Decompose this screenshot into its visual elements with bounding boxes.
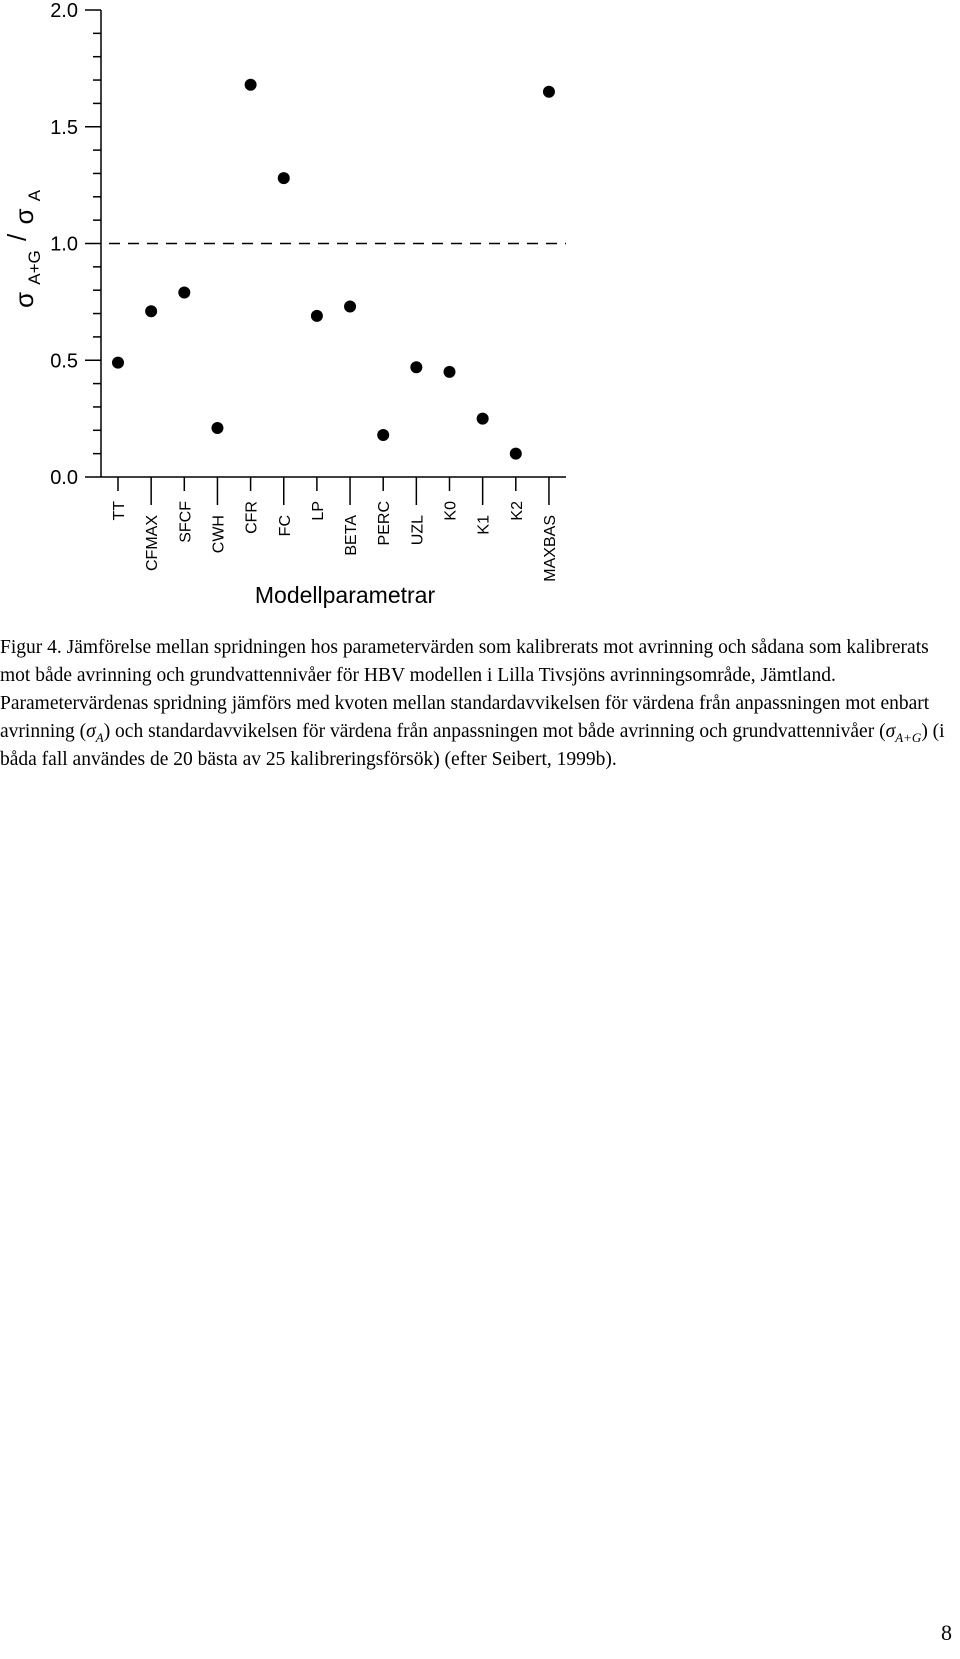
data-points (112, 79, 555, 460)
x-tick-label: TT (111, 501, 128, 521)
x-tick-label: CFR (243, 501, 261, 534)
x-axis-title: Modellparametrar (254, 582, 436, 608)
y-axis-title-sigma-denominator: σ (9, 208, 39, 225)
data-point (278, 172, 290, 184)
data-point (410, 361, 422, 373)
caption-subscript-ag: A+G (895, 729, 922, 745)
chart (0, 0, 960, 620)
caption-sigma-ag (885, 721, 922, 745)
x-tick-label: UZL (409, 515, 427, 546)
data-point (145, 305, 157, 317)
x-tick-label: K1 (475, 515, 493, 535)
data-point (477, 413, 489, 425)
caption-sigma-symbol: σ (86, 721, 96, 742)
x-tick-label: LP (309, 501, 327, 521)
x-tick-label: SFCF (177, 501, 195, 543)
y-axis-title-subscript-denominator: A (25, 189, 44, 202)
data-point (112, 357, 124, 369)
y-tick-label: 0.0 (50, 467, 78, 489)
x-tick-label: PERC (376, 501, 394, 546)
data-point (178, 287, 190, 299)
y-tick-label: 0.5 (50, 350, 78, 373)
y-tick-label: 2.0 (50, 0, 78, 22)
x-tick-label: BETA (343, 515, 361, 556)
data-point (543, 86, 555, 98)
y-axis-title-slash: / (2, 233, 32, 241)
data-point (211, 422, 223, 434)
y-axis-title (2, 189, 46, 308)
y-axis (85, 10, 101, 477)
data-point (510, 448, 522, 460)
caption-sigma-symbol-2: σ (885, 721, 896, 742)
x-tick-label: K2 (508, 501, 526, 521)
data-point (377, 429, 389, 441)
y-tick-labels (50, 0, 78, 489)
x-tick-label: MAXBAS (541, 515, 559, 582)
data-point (344, 301, 356, 313)
x-tick-label: FC (276, 515, 294, 537)
data-point (311, 310, 323, 322)
data-point (444, 366, 456, 378)
y-axis-title-sigma: σ (9, 291, 39, 308)
y-tick-label: 1.5 (50, 116, 78, 139)
caption-subscript-a: A (95, 729, 104, 745)
figure-label: Figur 4. (0, 637, 62, 658)
x-tick-label: CWH (210, 515, 228, 554)
x-tick-labels (111, 501, 559, 582)
figure-caption (0, 634, 960, 774)
caption-sigma-a (86, 721, 104, 745)
x-tick-label: K0 (442, 501, 460, 521)
page-number: 8 (941, 1620, 952, 1645)
y-axis-title-subscript: A+G (25, 250, 44, 285)
x-axis (101, 477, 566, 505)
data-point (245, 79, 257, 91)
caption-text-part-3: ) (i båda fall användes de 20 bästa av 25 kalibreringsförsök) (efter Seibert, 1999b). (0, 721, 945, 770)
caption-text-part-2: ) och standardavvikelsen för värdena från anpassningen mot både avrinning och grundvattennivåer ( (103, 721, 886, 742)
y-tick-label: 1.0 (50, 233, 78, 256)
x-tick-label: CFMAX (144, 515, 162, 571)
caption-text-part-1: Jämförelse mellan spridningen hos parametervärden som kalibrerats mot avrinning och sådana som kalibrerats mot både avrinning och grundvattennivåer för HBV modellen i Lilla Tivsjöns avrinningsområde, Jämtland. Parametervärdenas spridning jämförs med kvoten mellan standardavvikelsen för värdena från anpassningen mot enbart avrinning ( (0, 637, 930, 742)
